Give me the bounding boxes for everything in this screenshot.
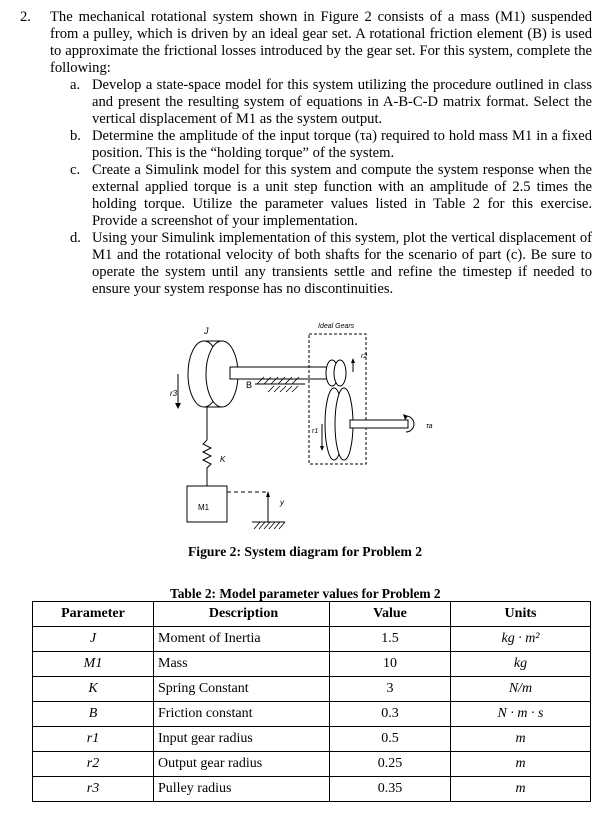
header-parameter: Parameter xyxy=(33,602,154,627)
label-r2: r2 xyxy=(361,353,368,360)
table-row xyxy=(33,727,591,752)
table-row xyxy=(33,677,591,702)
cell-units: m xyxy=(451,727,591,752)
cell-units: kg · m² xyxy=(451,627,591,652)
header-description: Description xyxy=(154,602,330,627)
shaft xyxy=(230,367,335,379)
parameter-table xyxy=(32,601,591,802)
header-value: Value xyxy=(330,602,451,627)
cell-desc: Friction constant xyxy=(154,702,330,727)
cell-units: kg xyxy=(451,652,591,677)
cell-desc: Output gear radius xyxy=(154,752,330,777)
header-units: Units xyxy=(451,602,591,627)
part-letter: d. xyxy=(70,230,81,246)
cell-param: r1 xyxy=(33,727,154,752)
figure-caption: Figure 2: System diagram for Problem 2 xyxy=(188,544,423,559)
system-diagram xyxy=(160,312,460,562)
cell-value: 3 xyxy=(330,677,451,702)
part-text: Determine the amplitude of the input torque (τa) required to hold mass M1 in a fixed position. This is the “holding torque” of the system. xyxy=(92,128,592,161)
table-row xyxy=(33,652,591,677)
r1-arrowhead xyxy=(320,446,324,451)
cell-value: 0.35 xyxy=(330,777,451,802)
cell-param: K xyxy=(33,677,154,702)
r2-arrowhead xyxy=(351,358,355,363)
label-r1: r1 xyxy=(312,428,319,435)
label-ideal-gears: Ideal Gears xyxy=(318,323,355,330)
part-letter: c. xyxy=(70,162,81,178)
cell-value: 1.5 xyxy=(330,627,451,652)
label-m1: M1 xyxy=(198,503,210,512)
part-text: Using your Simulink implementation of this system, plot the vertical displacement of M1 and the rotational velocity of both shafts for the scenario of part (c). Be sure to operate the system until any transients settle and refine the timestep if needed to ensure your system response has no discontinuities. xyxy=(92,230,592,297)
cell-value: 0.3 xyxy=(330,702,451,727)
label-r3: r3 xyxy=(170,389,178,398)
part-c xyxy=(70,162,592,230)
table-caption: Table 2: Model parameter values for Problem 2 xyxy=(170,586,441,601)
input-shaft xyxy=(350,420,408,428)
torque-arrowhead xyxy=(403,414,408,420)
table-header-row xyxy=(33,602,591,627)
cell-desc: Moment of Inertia xyxy=(154,627,330,652)
cell-units: m xyxy=(451,752,591,777)
spring-k xyxy=(203,440,211,486)
part-letter: a. xyxy=(70,77,81,93)
cell-units: N/m xyxy=(451,677,591,702)
table-row xyxy=(33,627,591,652)
label-b: B xyxy=(246,380,253,390)
cell-desc: Mass xyxy=(154,652,330,677)
r3-arrowhead xyxy=(175,403,181,409)
label-tau-a: τa xyxy=(426,423,433,430)
problem-statement xyxy=(20,9,592,298)
part-d xyxy=(70,230,592,298)
cell-param: B xyxy=(33,702,154,727)
cell-value: 0.25 xyxy=(330,752,451,777)
part-a xyxy=(70,77,592,128)
cell-value: 10 xyxy=(330,652,451,677)
cell-value: 0.5 xyxy=(330,727,451,752)
table-row xyxy=(33,752,591,777)
ground-hatch xyxy=(254,522,285,529)
table-row xyxy=(33,702,591,727)
cell-param: r3 xyxy=(33,777,154,802)
cell-desc: Spring Constant xyxy=(154,677,330,702)
parts-list xyxy=(20,77,592,298)
cell-param: M1 xyxy=(33,652,154,677)
problem-number: 2. xyxy=(20,9,31,25)
problem-intro: The mechanical rotational system shown in Figure 2 consists of a mass (M1) suspended from a pulley, which is driven by an ideal gear set. A rotational friction element (B) is used to approximate the frictional losses introduced by the gear set. For this system, complete the following: xyxy=(50,9,592,76)
cell-units: N · m · s xyxy=(451,702,591,727)
part-text: Create a Simulink model for this system and compute the system response when the external applied torque is a unit step function with an amplitude of 2.5 times the holding torque. Utilize the parameter values listed in Table 2 for this exercise. Provide a screenshot of your implementation. xyxy=(92,162,592,229)
cell-desc: Pulley radius xyxy=(154,777,330,802)
system-diagram-svg xyxy=(160,312,460,542)
part-letter: b. xyxy=(70,128,81,144)
label-j: J xyxy=(204,326,209,336)
cell-desc: Input gear radius xyxy=(154,727,330,752)
part-b xyxy=(70,128,592,162)
part-text: Develop a state-space model for this system utilizing the procedure outlined in class and present the resulting system of equations in A-B-C-D matrix format. Select the vertical displacement of M1 as the system output. xyxy=(92,77,592,127)
cell-param: r2 xyxy=(33,752,154,777)
table-row xyxy=(33,777,591,802)
gear-2-front xyxy=(334,360,346,386)
label-y: y xyxy=(280,498,284,507)
cell-units: m xyxy=(451,777,591,802)
cell-param: J xyxy=(33,627,154,652)
label-k: K xyxy=(220,455,226,464)
y-arrowhead xyxy=(266,491,270,497)
